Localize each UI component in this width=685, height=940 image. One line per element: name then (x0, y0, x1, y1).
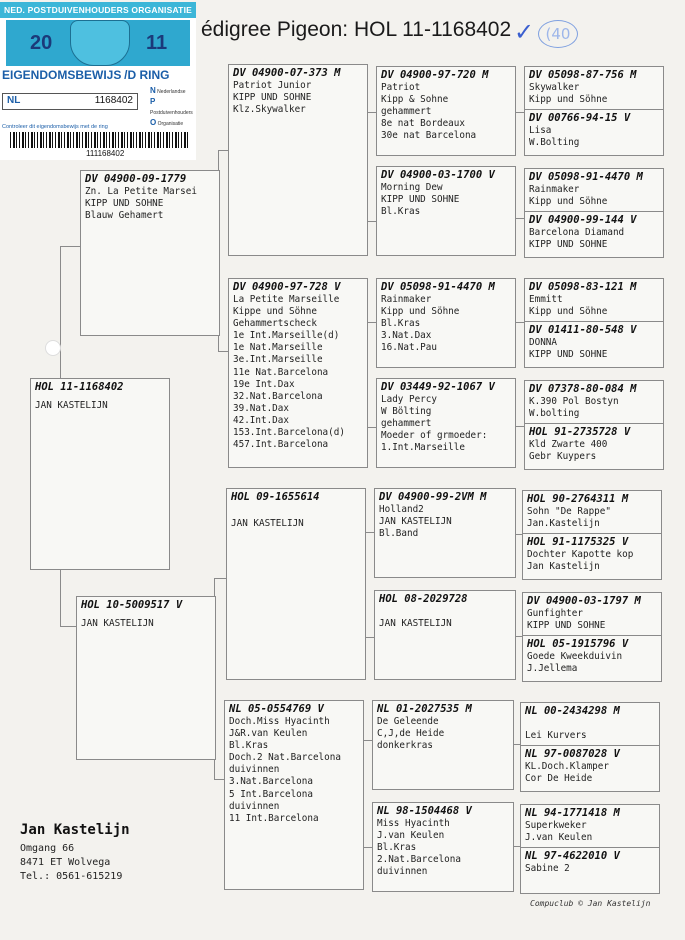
pedigree-line: 457.Int.Barcelona (233, 439, 329, 451)
connector-g4-7 (513, 744, 520, 746)
pedigree-line: Skywalker (529, 82, 580, 93)
circled-annotation: (40 (538, 20, 578, 48)
pedigree-g5-hen (521, 847, 659, 875)
pedigree-sss (376, 66, 516, 156)
pedigree-line: Kipp und Söhne (529, 196, 608, 208)
pedigree-line: KIPP UND SOHNE (529, 239, 608, 251)
pedigree-line: Patriot Junior (233, 80, 312, 91)
ring-number: DV 04900-09-1779 (85, 173, 187, 185)
connector-g4-6 (515, 636, 522, 638)
ring-number: NL 05-0554769 V (229, 703, 324, 715)
owner-city: 8471 ET Wolvega (20, 857, 111, 868)
pedigree-g5-hen (525, 109, 663, 149)
pedigree-dam-dam (224, 700, 364, 890)
ring-number: HOL 11-1168402 (35, 381, 124, 393)
pedigree-line: Kipp und Söhne (381, 306, 460, 318)
barcode-number: 111168402 (86, 149, 125, 158)
pedigree-line: Kipp & Sohne (381, 94, 449, 106)
connector-g4-8 (513, 846, 520, 848)
pedigree-line: Doch.Miss Hyacinth (229, 716, 330, 727)
ring-number: DV 04900-97-728 V (233, 281, 341, 293)
ring-number: NL 01-2027535 M (377, 703, 472, 715)
pedigree-dam-sire (226, 488, 366, 680)
pedigree-line: J.van Keulen (377, 830, 445, 842)
pedigree-g5-pair-7 (520, 702, 660, 792)
pedigree-line: Klz.Skywalker (233, 104, 306, 116)
ring-number: NL 97-4622010 V (525, 850, 620, 862)
pedigree-g5-hen (523, 635, 661, 675)
ring-number: DV 05098-87-756 M (529, 69, 637, 81)
npo-logo: N Nederlandse P Postduivenhouders O Organisatie (150, 86, 193, 127)
pedigree-line: duivinnen (377, 866, 428, 878)
pedigree-line: KIPP UND SOHNE (529, 349, 608, 361)
pedigree-line: KL.Doch.Klamper (525, 761, 609, 772)
pedigree-dss (374, 488, 516, 578)
pedigree-sdd (376, 378, 516, 468)
pedigree-line: Patriot (381, 82, 421, 93)
pedigree-line: Bl.Band (379, 528, 419, 540)
connector-g4-1 (515, 112, 524, 114)
pedigree-sire-sire (228, 64, 368, 256)
pedigree-line: duivinnen (229, 800, 280, 812)
pedigree-line: 5 Int.Barcelona (229, 788, 313, 800)
ring-number: DV 05098-91-4470 M (381, 281, 495, 293)
pedigree-g5-hen (525, 423, 663, 463)
pedigree-line: Doch.2 Nat.Barcelona (229, 752, 341, 764)
ring-number: HOL 10-5009517 V (81, 599, 183, 611)
connector-g4-4 (515, 426, 524, 428)
pedigree-line: Lady Percy (381, 394, 437, 405)
ring-number: DV 04900-03-1797 M (527, 595, 641, 607)
pedigree-line: gehammert (381, 106, 432, 118)
ring-number: NL 00-2434298 M (525, 705, 620, 717)
pedigree-line: 39.Nat.Dax (233, 402, 289, 414)
pedigree-line: Rainmaker (381, 294, 432, 305)
pedigree-line: DONNA (529, 337, 557, 348)
ring-number: DV 04900-99-144 V (529, 214, 637, 226)
pedigree-line: 3.Nat.Dax (381, 330, 432, 342)
pedigree-line: Superkweker (525, 820, 587, 831)
country-code: NL (7, 95, 21, 106)
pedigree-line: gehammert (381, 418, 432, 430)
ring-number: DV 04900-07-373 M (233, 67, 341, 79)
pedigree-line: La Petite Marseille (233, 294, 340, 305)
pedigree-line: Jan.Kastelijn (527, 518, 600, 530)
page-title: édigree Pigeon: HOL 11-1168402 (201, 18, 512, 41)
ring-number-field (2, 93, 138, 110)
pedigree-line: J.Jellema (527, 663, 578, 675)
ring-number: DV 04900-03-1700 V (381, 169, 495, 181)
pedigree-line: JAN KASTELIJN (379, 618, 452, 629)
pedigree-g5-hen (521, 745, 659, 785)
pedigree-line: KIPP UND SOHNE (527, 620, 606, 632)
barcode (10, 132, 190, 148)
connector-g4-2 (515, 218, 524, 220)
pedigree-dds (372, 700, 514, 790)
year-left: 20 (30, 32, 53, 54)
ring-number: DV 04900-99-2VM M (379, 491, 487, 503)
pedigree-g5-pair-6 (522, 592, 662, 682)
certificate-org: NED. POSTDUIVENHOUDERS ORGANISATIE (0, 2, 196, 18)
pedigree-ssd (376, 166, 516, 256)
certificate-note: Controleer dit eigendomsbewijs met de ring (2, 124, 108, 130)
year-right: 11 (146, 32, 168, 54)
ownership-certificate (0, 2, 196, 160)
pedigree-sire (80, 170, 220, 336)
dutch-lion-emblem-icon (70, 20, 130, 66)
pedigree-line: De Geleende (377, 716, 439, 727)
pedigree-g5-pair-3 (524, 278, 664, 368)
pedigree-g5-pair-8 (520, 804, 660, 894)
pedigree-line: Emmitt (529, 294, 563, 305)
pedigree-line: Zn. La Petite Marsei (85, 186, 197, 197)
pedigree-line: J&R.van Keulen (229, 728, 308, 740)
pedigree-line: 42.Int.Dax (233, 414, 289, 426)
pedigree-sire-dam (228, 278, 368, 468)
ring-number: DV 07378-80-084 M (529, 383, 637, 395)
pedigree-subject (30, 378, 170, 570)
pedigree-line: Lisa (529, 125, 552, 136)
pedigree-line: 1.Int.Marseille (381, 442, 465, 454)
footer-credit: Compuclub © Jan Kastelijn (530, 899, 651, 908)
ring-number: DV 05098-83-121 M (529, 281, 637, 293)
pedigree-line: Rainmaker (529, 184, 580, 195)
pedigree-line: JAN KASTELIJN (81, 618, 154, 629)
pedigree-g5-pair-2 (524, 168, 664, 258)
certificate-heading: EIGENDOMSBEWIJS /D RING (2, 68, 170, 82)
owner-info (20, 822, 130, 884)
pedigree-line: 3e.Int.Marseille (233, 354, 323, 366)
punch-hole (45, 340, 61, 356)
ring-number: HOL 09-1655614 (231, 491, 320, 503)
ring-number: DV 04900-97-720 M (381, 69, 489, 81)
pedigree-line: 3.Nat.Barcelona (229, 776, 313, 788)
pedigree-line: 19e Int.Dax (233, 378, 295, 390)
pedigree-line: J.van Keulen (525, 832, 593, 844)
pedigree-line: 153.Int.Barcelona(d) (233, 427, 345, 439)
pedigree-line: 1e Nat.Marseille (233, 342, 323, 354)
pedigree-line: Gebr Kuypers (529, 451, 597, 463)
owner-address: Omgang 66 (20, 843, 75, 854)
pedigree-line: KIPP UND SOHNE (381, 194, 460, 206)
pedigree-line: JAN KASTELIJN (35, 400, 108, 411)
pedigree-line: 32.Nat.Barcelona (233, 390, 323, 402)
pedigree-line: Bl.Kras (381, 318, 421, 330)
pedigree-line: Goede Kweekduivin (527, 651, 623, 662)
ring-number: DV 03449-92-1067 V (381, 381, 495, 393)
checkmark-icon: ✓ (514, 18, 535, 46)
owner-phone: Tel.: 0561-615219 (20, 871, 123, 882)
pedigree-line: JAN KASTELIJN (231, 518, 304, 529)
ring-number: 1168402 (94, 95, 133, 106)
pedigree-line: W.bolting (529, 408, 580, 420)
pedigree-line: K.390 Pol Bostyn (529, 396, 619, 407)
pedigree-line: Sohn "De Rappe" (527, 506, 611, 517)
ring-number: NL 98-1504468 V (377, 805, 472, 817)
ring-number: HOL 90-2764311 M (527, 493, 629, 505)
pedigree-line: Barcelona Diamand (529, 227, 625, 238)
pedigree-dsd (374, 590, 516, 680)
pedigree-g5-hen (525, 321, 663, 361)
pedigree-line: Cor De Heide (525, 773, 593, 785)
ring-number: HOL 05-1915796 V (527, 638, 629, 650)
pedigree-line (521, 718, 659, 730)
pedigree-line: Moeder of grmoeder: (381, 430, 488, 442)
pedigree-line: donkerkras (377, 740, 433, 752)
pedigree-line: 8e nat Bordeaux (381, 118, 465, 130)
pedigree-g5-pair-1 (524, 66, 664, 156)
pedigree-line: Kipp und Söhne (529, 306, 608, 318)
ring-number: HOL 08-2029728 (379, 593, 468, 605)
owner-name: Jan Kastelijn (20, 822, 130, 838)
pedigree-line: C,J,de Heide (377, 728, 445, 740)
pedigree-line: KIPP UND SOHNE (85, 198, 164, 210)
pedigree-line: 11e Nat.Barcelona (233, 366, 329, 378)
pedigree-line: Gunfighter (527, 608, 583, 619)
pedigree-line: Bl.Kras (381, 206, 421, 218)
ring-number: NL 97-0087028 V (525, 748, 620, 760)
ring-number: HOL 91-1175325 V (527, 536, 629, 548)
pedigree-dam (76, 596, 216, 760)
pedigree-line: 2.Nat.Barcelona (377, 854, 461, 866)
pedigree-line: W Bölting (381, 406, 432, 418)
connector-g4-5 (515, 534, 522, 536)
ring-number: DV 01411-80-548 V (529, 324, 637, 336)
pedigree-g5-pair-5 (522, 490, 662, 580)
pedigree-ddd (372, 802, 514, 892)
pedigree-line: KIPP UND SOHNE (233, 92, 312, 104)
pedigree-line: Morning Dew (381, 182, 443, 193)
pedigree-line: 11 Int.Barcelona (229, 812, 319, 824)
pedigree-line: 16.Nat.Pau (381, 342, 437, 354)
pedigree-line: JAN KASTELIJN (379, 516, 452, 528)
pedigree-line: duivinnen (229, 764, 280, 776)
pedigree-line: 1e Int.Marseille(d) (233, 330, 340, 342)
pedigree-line: Miss Hyacinth (377, 818, 450, 829)
ring-number: HOL 91-2735728 V (529, 426, 631, 438)
certificate-year-band (6, 20, 190, 66)
pedigree-line: Bl.Kras (377, 842, 417, 854)
pedigree-line: Gehammertscheck (233, 318, 317, 330)
ring-number: NL 94-1771418 M (525, 807, 620, 819)
pedigree-line: Holland2 (379, 504, 424, 515)
pedigree-line: 30e nat Barcelona (381, 130, 477, 142)
pedigree-g5-hen (523, 533, 661, 573)
pedigree-line: W.Bolting (529, 137, 580, 149)
pedigree-line: Kippe und Söhne (233, 306, 317, 318)
pedigree-line: Kipp und Söhne (529, 94, 608, 106)
connector-g4-3 (515, 322, 524, 324)
pedigree-line: Dochter Kapotte kop (527, 549, 634, 560)
pedigree-line: Bl.Kras (229, 740, 269, 752)
pedigree-line: Sabine 2 (525, 863, 570, 874)
pedigree-line: Blauw Gehamert (85, 210, 164, 222)
pedigree-sds (376, 278, 516, 368)
pedigree-line: Kld Zwarte 400 (529, 439, 608, 450)
pedigree-g5-pair-4 (524, 380, 664, 470)
ring-number: DV 05098-91-4470 M (529, 171, 643, 183)
pedigree-line: Lei Kurvers (525, 730, 587, 742)
ring-number: DV 00766-94-15 V (529, 112, 631, 124)
pedigree-line: Jan Kastelijn (527, 561, 600, 573)
pedigree-g5-hen (525, 211, 663, 251)
